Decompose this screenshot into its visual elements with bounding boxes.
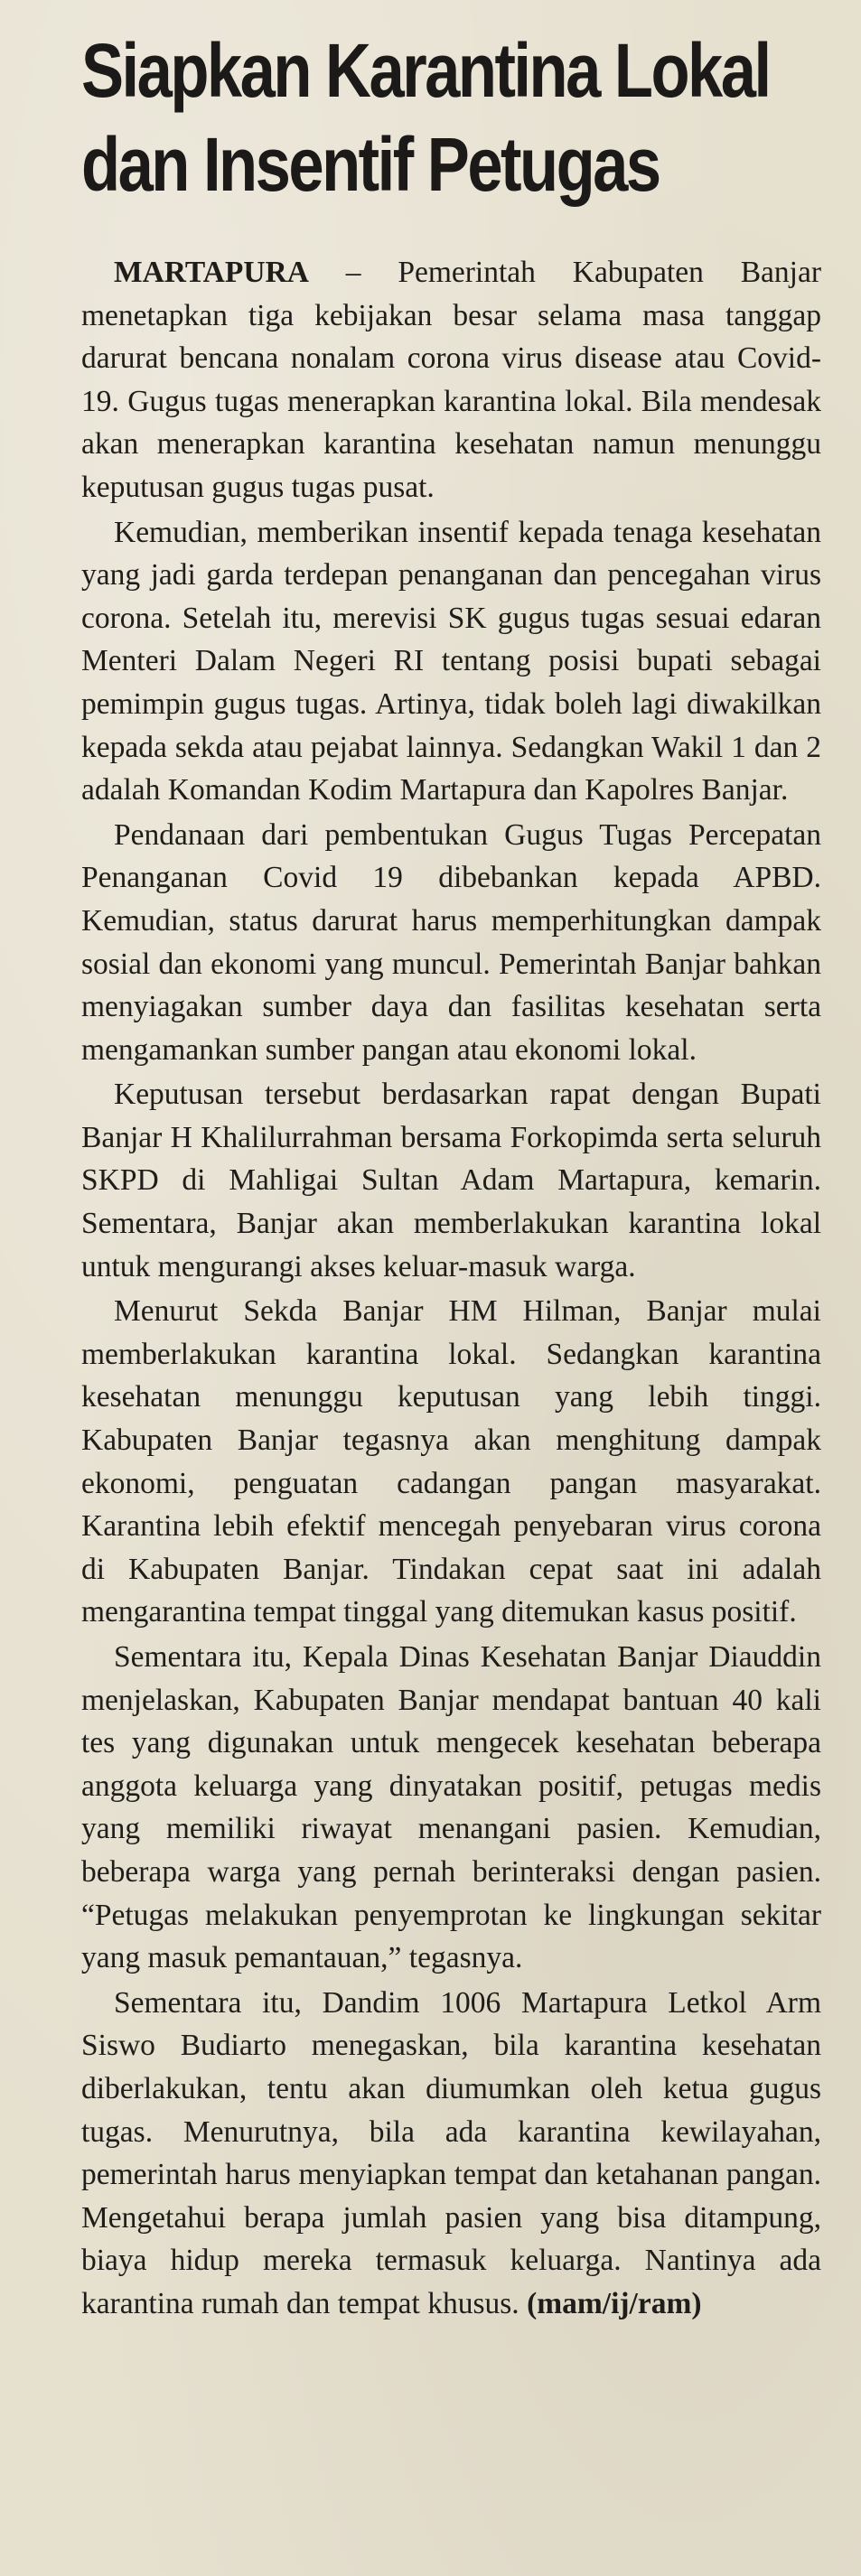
article-body [81, 251, 821, 2326]
paragraph-5: Menurut Sekda Banjar HM Hilman, Banjar mulai memberlakukan karantina lokal. Sedangkan karantina kesehatan menunggu keputusan yang lebih tinggi. Kabupaten Banjar tegasnya akan menghitung dampak ekonomi, penguatan cadangan pangan masyarakat. Karantina lebih efektif mencegah penyebaran virus corona di Kabupaten Banjar. Tindakan cepat saat ini adalah mengarantina tempat tinggal yang ditemukan kasus positif. [81, 1294, 821, 1629]
paragraph-7-text: Sementara itu, Dandim 1006 Martapura Letkol Arm Siswo Budiarto menegaskan, bila karantina kesehatan diberlakukan, tentu akan diumumkan oleh ketua gugus tugas. Menurutnya, bila ada karantina kewilayahan, pemerintah harus menyiapkan tempat dan ketahanan pangan. Mengetahui berapa jumlah pasien yang bisa ditampung, biaya hidup mereka termasuk keluarga. Nantinya ada karantina rumah dan tempat khusus. [81, 1985, 821, 2320]
paragraph-1 [81, 251, 821, 509]
dateline: MARTAPURA [114, 256, 309, 289]
author-signoff: (mam/ij/ram) [527, 2286, 702, 2320]
paragraph-6: Sementara itu, Kepala Dinas Kesehatan Banjar Diauddin menjelaskan, Kabupaten Banjar mendapat bantuan 40 kali tes yang digunakan untuk mengecek kesehatan beberapa anggota keluarga yang dinyatakan positif, petugas medis yang memiliki riwayat menangani pasien. Kemudian, beberapa warga yang pernah berinteraksi dengan pasien. “Petugas melakukan penyemprotan ke lingkungan sekitar yang masuk pemantauan,” tegasnya. [81, 1640, 821, 1975]
paragraph-4: Keputusan tersebut berdasarkan rapat dengan Bupati Banjar H Khalilurrahman bersama Forkopimda serta seluruh SKPD di Mahligai Sultan Adam Martapura, kemarin. Sementara, Banjar akan memberlakukan karantina lokal untuk mengurangi akses keluar-masuk warga. [81, 1078, 821, 1283]
paragraph-3: Pendanaan dari pembentukan Gugus Tugas Percepatan Penanganan Covid 19 dibebankan kepada APBD. Kemudian, status darurat harus memperhitungkan dampak sosial dan ekonomi yang muncul. Pemerintah Banjar bahkan menyiagakan sumber daya dan fasilitas kesehatan serta mengamankan sumber pangan atau ekonomi lokal. [81, 817, 821, 1067]
article-headline [81, 23, 770, 211]
paragraph-1-text: – Pemerintah Kabupaten Banjar menetapkan tiga kebijakan besar selama masa tanggap darurat bencana nonalam corona virus disease atau Covid-19. Gugus tugas menerapkan karantina lokal. Bila mendesak akan menerapkan karantina kesehatan namun menunggu keputusan gugus tugas pusat. [81, 256, 821, 504]
paragraph-2: Kemudian, memberikan insentif kepada tenaga kesehatan yang jadi garda terdepan penanganan dan pencegahan virus corona. Setelah itu, merevisi SK gugus tugas sesuai edaran Menteri Dalam Negeri RI tentang posisi bupati sebagai pemimpin gugus tugas. Artinya, tidak boleh lagi diwakilkan kepada sekda atau pejabat lainnya. Sedangkan Wakil 1 dan 2 adalah Komandan Kodim Martapura dan Kapolres Banjar. [81, 515, 821, 807]
headline-line-2: dan Insentif Petugas [81, 122, 660, 207]
paragraph-7 [81, 1982, 821, 2326]
headline-line-1: Siapkan Karantina Lokal [81, 28, 770, 113]
